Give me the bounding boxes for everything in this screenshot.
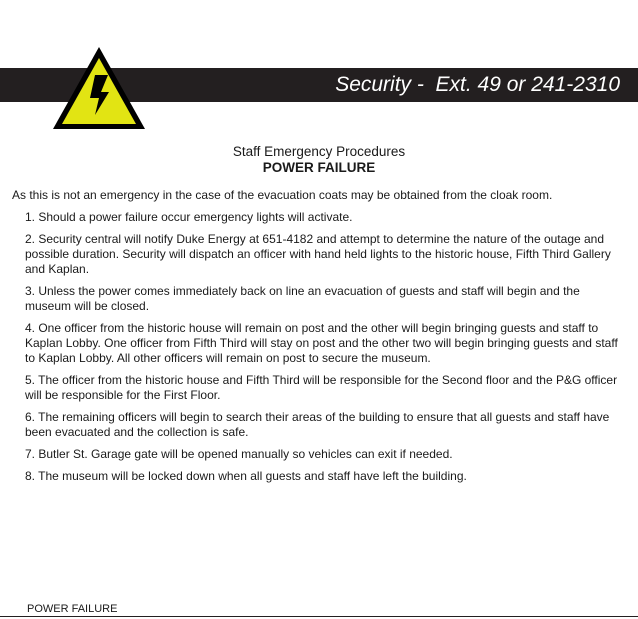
security-contact: Security - Ext. 49 or 241-2310 (335, 73, 620, 96)
procedure-step-1: 1. Should a power failure occur emergency lights will activate. (25, 210, 353, 224)
procedure-step-3: 3. Unless the power comes immediately back on line an evacuation of guests and staff will begin and the museum will be closed. (25, 284, 580, 313)
procedure-step-7: 7. Butler St. Garage gate will be opened manually so vehicles can exit if needed. (25, 447, 453, 461)
title-block (0, 144, 638, 176)
procedure-step-8: 8. The museum will be locked down when all guests and staff have left the building. (25, 469, 467, 483)
intro-paragraph: As this is not an emergency in the case of the evacuation coats may be obtained from the cloak room. (12, 188, 553, 202)
procedure-step-2: 2. Security central will notify Duke Energy at 651-4182 and attempt to determine the nature of the outage and possible duration. Security will dispatch an officer with hand held lights to the historic house, Fifth Third Gallery and Kaplan. (25, 232, 611, 276)
procedure-step-4: 4. One officer from the historic house will remain on post and the other will begin bringing guests and staff to Kaplan Lobby. One officer from Fifth Third will stay on post and the other two will begin bringing guests and staff to Kaplan Lobby. All other officers will remain on post to secure the museum. (25, 321, 618, 365)
procedure-step-5: 5. The officer from the historic house and Fifth Third will be responsible for the Second floor and the P&G officer will be responsible for the First Floor. (25, 373, 618, 402)
footer-label: POWER FAILURE (27, 603, 118, 615)
document-subtitle: Staff Emergency Procedures (232, 144, 406, 159)
high-voltage-warning-icon (51, 45, 147, 131)
footer-divider (0, 616, 638, 617)
procedure-steps (25, 210, 627, 491)
document-title: POWER FAILURE (262, 160, 376, 175)
procedure-step-6: 6. The remaining officers will begin to search their areas of the building to ensure that all guests and staff have been evacuated and the collection is safe. (25, 410, 610, 439)
